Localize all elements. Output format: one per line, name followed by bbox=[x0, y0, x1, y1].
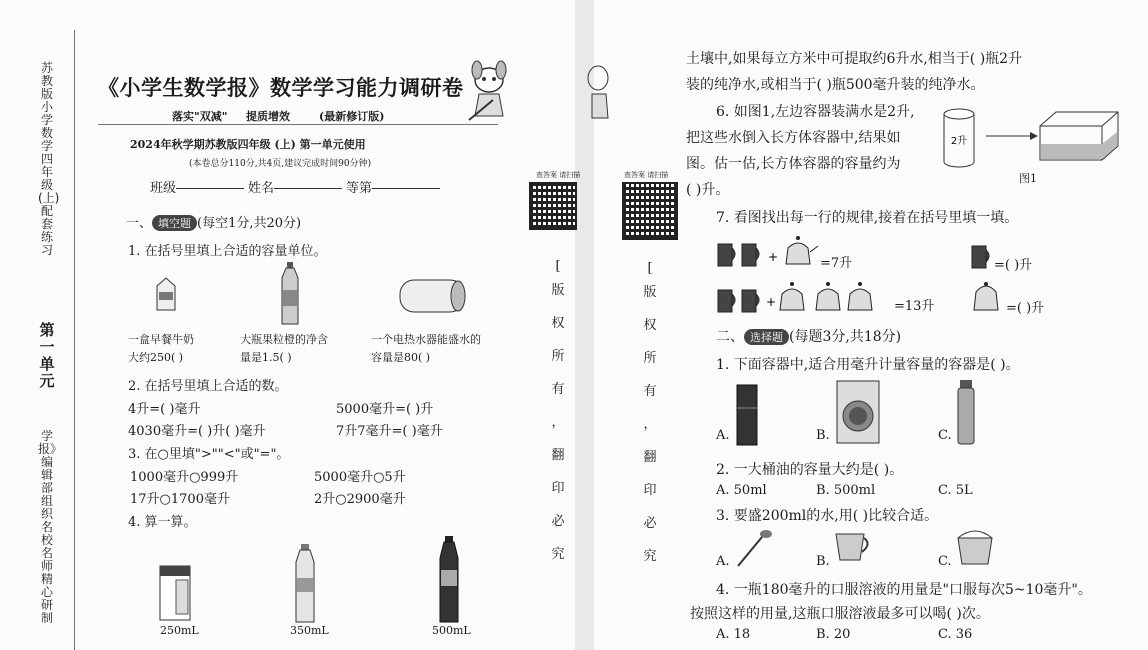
container-label: 2升 bbox=[950, 136, 968, 147]
plus-sign: + bbox=[766, 295, 777, 309]
copyright-char: 权 bbox=[551, 316, 565, 331]
row2-blank[interactable]: =( )升 bbox=[1006, 301, 1045, 316]
copyright-char: 印 bbox=[551, 481, 565, 496]
q7-text: 7. 看图找出每一行的规律,接着在括号里填一填。 bbox=[716, 210, 1019, 226]
copyright-char: 有 bbox=[643, 384, 657, 399]
question-3: 3. 在○里填">""<"或"="。 bbox=[128, 447, 290, 462]
copyright-char: 必 bbox=[643, 516, 657, 531]
washing-machine-image bbox=[836, 380, 880, 448]
fridge-image bbox=[736, 384, 758, 450]
copyright-char: 权 bbox=[643, 318, 657, 333]
name-label: 姓名 bbox=[248, 181, 275, 196]
right-page bbox=[594, 0, 1148, 650]
milk-box-image bbox=[158, 562, 194, 626]
pattern-row-2 bbox=[714, 276, 874, 320]
class-field[interactable] bbox=[176, 188, 244, 189]
thermos-image bbox=[956, 380, 976, 450]
s1-option-c[interactable]: C. bbox=[938, 428, 952, 443]
bucket-image bbox=[954, 528, 996, 570]
section2-prefix: 二、 bbox=[716, 329, 744, 345]
copyright-char: 印 bbox=[643, 483, 657, 498]
left-margin-rule bbox=[74, 30, 75, 650]
qr-code-image[interactable] bbox=[622, 182, 678, 240]
tagline-1: 落实"双减" bbox=[172, 110, 228, 123]
s3-option-c[interactable]: C. bbox=[938, 554, 952, 569]
q6-line-2: 把这些水倒入长方体容器中,结果如 bbox=[686, 130, 901, 146]
section1-score: (每空1分,共20分) bbox=[197, 216, 302, 231]
s2-option-a[interactable]: A. 50ml bbox=[716, 483, 767, 498]
question-4: 4. 算一算。 bbox=[128, 515, 197, 530]
section1-badge: 填空题 bbox=[152, 215, 197, 231]
title-rule bbox=[98, 124, 498, 125]
copyright-char: 翻 bbox=[551, 448, 565, 463]
figure-1 bbox=[942, 106, 1122, 174]
q2-a: 4升=( )毫升 bbox=[128, 402, 201, 417]
s3-option-b[interactable]: B. bbox=[816, 554, 830, 569]
milk-text-line: 大约250( ) bbox=[128, 351, 184, 364]
copyright-char: 版 bbox=[551, 283, 565, 298]
section1-heading bbox=[126, 212, 301, 231]
kettle-icon bbox=[968, 240, 994, 274]
q5-line-2: 装的纯净水,或相当于( )瓶500毫升装的纯净水。 bbox=[686, 77, 985, 93]
side-publisher-text: 学报》编辑部组织名校名师精心研制 bbox=[38, 429, 57, 625]
qr-label: 查答案 请扫描 bbox=[624, 171, 669, 179]
copyright-strip: [ 版 权 所 有 ， 翻 印 必 究 bbox=[550, 260, 570, 571]
choice-question-4-line-2: 按照这样的用量,这瓶口服溶液最多可以喝( )次。 bbox=[690, 606, 990, 622]
choice-question-3: 3. 要盛200ml的水,用( )比较合适。 bbox=[716, 508, 939, 524]
q3-d: 2升○2900毫升 bbox=[314, 492, 406, 507]
s2-option-b[interactable]: B. 500ml bbox=[816, 483, 876, 498]
volume-label-1: 250mL bbox=[160, 624, 199, 637]
side-series-text: 苏教版小学数学四年级(上)配套练习 bbox=[38, 61, 60, 257]
exam-note: (本卷总分110分,共4页,建议完成时间90分钟) bbox=[189, 159, 372, 169]
q2-b: 5000毫升=( )升 bbox=[336, 402, 434, 417]
choice-question-2: 2. 一大桶油的容量大约是( )。 bbox=[716, 462, 904, 478]
q3-a: 1000毫升○999升 bbox=[130, 470, 239, 485]
milk-text bbox=[128, 331, 194, 367]
juice-text-line: 量是1.5( ) bbox=[240, 351, 292, 364]
section2-badge: 选择题 bbox=[744, 329, 789, 345]
question-2: 2. 在括号里填上合适的数。 bbox=[128, 379, 288, 394]
q2-d: 7升7毫升=( )毫升 bbox=[336, 424, 443, 439]
copyright-char: 究 bbox=[643, 549, 657, 564]
s3-option-a[interactable]: A. bbox=[716, 554, 730, 569]
copyright-char: 所 bbox=[643, 351, 657, 366]
milk-carton-image bbox=[154, 276, 178, 316]
cup-image bbox=[834, 528, 874, 568]
water-heater-image bbox=[396, 276, 470, 320]
q6-line-3: 图。估一估,长方体容器的容量约为 bbox=[686, 156, 901, 172]
copyright-char: 究 bbox=[551, 547, 565, 562]
page-title: 《小学生数学报》数学学习能力调研卷 bbox=[98, 75, 464, 100]
juice-text-line: 大瓶果粒橙的净含 bbox=[240, 333, 328, 346]
volume-label-3: 500mL bbox=[432, 624, 471, 637]
tagline-2: 提质增效 bbox=[246, 110, 290, 123]
copyright-char: ， bbox=[551, 415, 565, 430]
row2-result: =13升 bbox=[894, 299, 935, 314]
volume-label-2: 350mL bbox=[290, 624, 329, 637]
qr-label: 查答案 请扫描 bbox=[536, 171, 581, 179]
plus-sign: + bbox=[768, 250, 779, 264]
rank-label: 等第 bbox=[346, 181, 373, 196]
copyright-char: 翻 bbox=[643, 450, 657, 465]
cola-bottle-image bbox=[434, 536, 464, 628]
tagline-3: (最新修订版) bbox=[319, 110, 385, 123]
name-field[interactable] bbox=[274, 188, 342, 189]
s1-option-a[interactable]: A. bbox=[716, 428, 730, 443]
juice-text bbox=[240, 331, 328, 367]
water-bottle-image bbox=[292, 544, 318, 628]
heater-text-line: 一个电热水器能盛水的 bbox=[371, 333, 481, 346]
class-label: 班级 bbox=[150, 181, 177, 196]
heater-text-line: 容量是80( ) bbox=[371, 351, 431, 364]
s4-option-b[interactable]: B. 20 bbox=[816, 627, 851, 642]
q3-c: 17升○1700毫升 bbox=[130, 492, 230, 507]
q5-line-1: 土壤中,如果每立方米中可提取约6升水,相当于( )瓶2升 bbox=[686, 51, 1023, 67]
copyright-strip: [ 版 权 所 有 ， 翻 印 必 究 bbox=[642, 262, 662, 573]
choice-question-1: 1. 下面容器中,适合用毫升计量容量的容器是( )。 bbox=[716, 357, 1020, 373]
kettle-icon bbox=[968, 278, 1004, 318]
spoon-image bbox=[734, 528, 774, 572]
s2-option-c[interactable]: C. 5L bbox=[938, 483, 973, 498]
copyright-char: 有 bbox=[551, 382, 565, 397]
question-1: 1. 在括号里填上合适的容量单位。 bbox=[128, 244, 327, 259]
mascot-image bbox=[463, 60, 515, 128]
section2-heading bbox=[716, 326, 901, 346]
copyright-char: ， bbox=[643, 417, 657, 432]
figure-label: 图1 bbox=[1019, 172, 1037, 185]
row1-blank[interactable]: =( )升 bbox=[994, 258, 1033, 273]
copyright-char: 必 bbox=[551, 514, 565, 529]
s4-option-c[interactable]: C. 36 bbox=[938, 627, 973, 642]
row1-result: =7升 bbox=[820, 256, 853, 271]
section1-prefix: 一、 bbox=[126, 216, 153, 231]
q3-b: 5000毫升○5升 bbox=[314, 470, 406, 485]
side-unit-label: 第一单元 bbox=[39, 321, 55, 390]
heater-text bbox=[371, 331, 481, 367]
rank-field[interactable] bbox=[372, 188, 440, 189]
copyright-char: 版 bbox=[643, 285, 657, 300]
section2-score: (每题3分,共18分) bbox=[789, 329, 902, 345]
choice-question-4-line-1: 4. 一瓶180毫升的口服溶液的用量是"口服每次5~10毫升"。 bbox=[716, 582, 1092, 598]
milk-text-line: 一盒早餐牛奶 bbox=[128, 333, 194, 346]
qr-code-image[interactable] bbox=[529, 182, 577, 230]
juice-bottle-image bbox=[278, 262, 302, 330]
copyright-char: 所 bbox=[551, 349, 565, 364]
s1-option-b[interactable]: B. bbox=[816, 428, 830, 443]
s4-option-a[interactable]: A. 18 bbox=[716, 627, 751, 642]
q6-line-4: ( )升。 bbox=[686, 182, 730, 198]
q2-c: 4030毫升=( )升( )毫升 bbox=[128, 424, 266, 439]
semester-line: 2024年秋学期苏教版四年级 (上) 第一单元使用 bbox=[130, 138, 366, 151]
q6-line-1: 6. 如图1,左边容器装满水是2升, bbox=[716, 104, 915, 120]
mascot-edge-image bbox=[592, 62, 612, 126]
